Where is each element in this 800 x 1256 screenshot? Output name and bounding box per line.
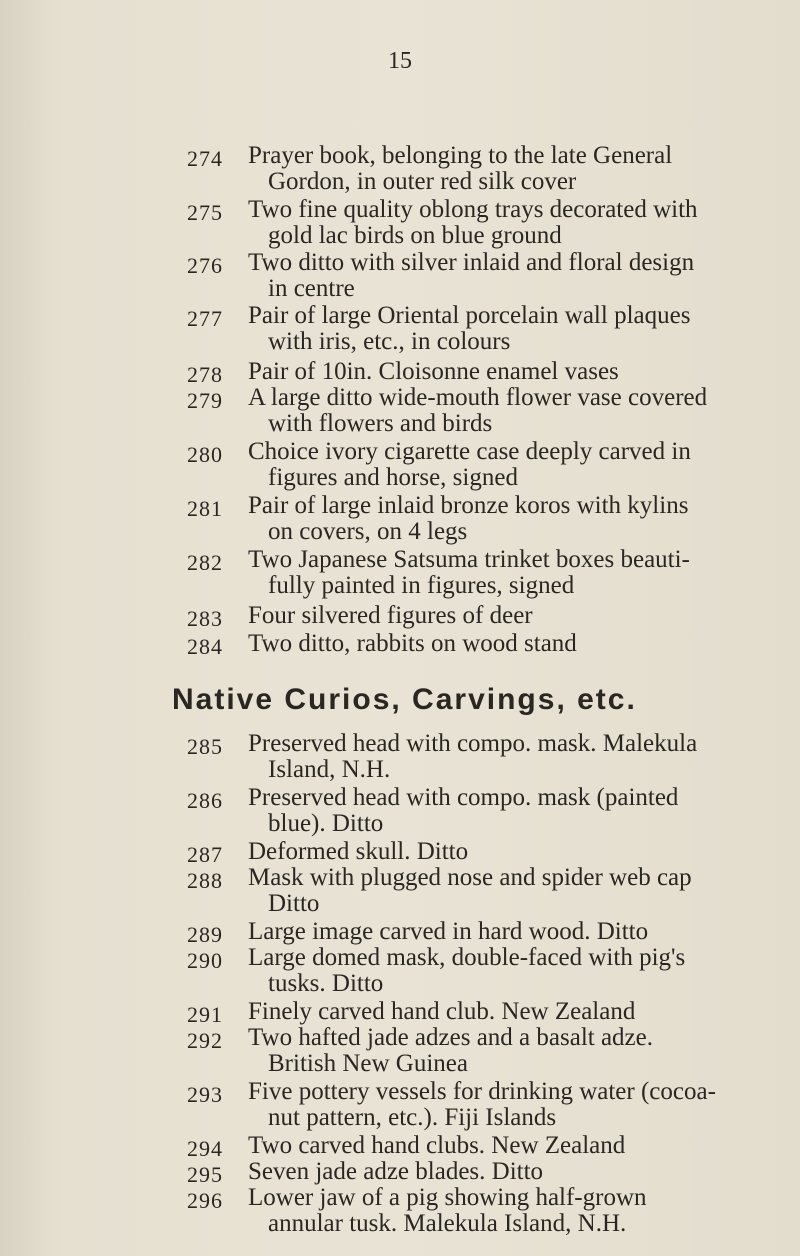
lot-number: 286 (187, 788, 223, 813)
lot-number: 285 (187, 734, 223, 759)
lot-description: Mask with plugged nose and spider web cap Ditto (248, 864, 692, 917)
lot-description: Pair of large inlaid bronze koros with kylins on covers, on 4 legs (248, 492, 689, 545)
lot-description: Two Japanese Satsuma trinket boxes beauti- fully painted in figures, signed (248, 546, 690, 599)
lot-number: 277 (187, 306, 223, 331)
lot-number: 284 (187, 634, 223, 659)
lot-number: 283 (187, 606, 223, 631)
lot-description: Two ditto with silver inlaid and floral design in centre (248, 249, 695, 302)
lot-description: Prayer book, belonging to the late General Gordon, in outer red silk cover (248, 142, 673, 195)
lot-description: Pair of large Oriental porcelain wall plaques with iris, etc., in colours (248, 302, 691, 355)
lot-description: Finely carved hand club. New Zealand (248, 998, 636, 1025)
lot-number: 287 (187, 842, 223, 867)
lot-description: Large image carved in hard wood. Ditto (248, 918, 649, 945)
lot-description: Seven jade adze blades. Ditto (248, 1158, 544, 1185)
lot-number: 282 (187, 550, 223, 575)
lot-description: Four silvered figures of deer (248, 602, 533, 629)
lot-number: 291 (187, 1002, 223, 1027)
lot-description: Deformed skull. Ditto (248, 838, 469, 865)
lot-number: 280 (187, 442, 223, 467)
lot-description: Two carved hand clubs. New Zealand (248, 1132, 626, 1159)
lot-number: 278 (187, 362, 223, 387)
lot-number: 288 (187, 868, 223, 893)
lot-description: Pair of 10in. Cloisonne enamel vases (248, 358, 619, 385)
lot-number: 276 (187, 253, 223, 278)
lot-number: 294 (187, 1136, 223, 1161)
page-number: 15 (388, 48, 412, 74)
lot-number: 281 (187, 496, 223, 521)
lot-description: A large ditto wide-mouth flower vase covered with flowers and birds (248, 384, 708, 437)
lot-description: Two hafted jade adzes and a basalt adze. British New Guinea (248, 1024, 653, 1077)
lot-number: 279 (187, 388, 223, 413)
lot-description: Five pottery vessels for drinking water (cocoa- nut pattern, etc.). Fiji Islands (248, 1078, 716, 1131)
lot-number: 295 (187, 1162, 223, 1187)
lot-description: Lower jaw of a pig showing half-grown annular tusk. Malekula Island, N.H. (248, 1184, 647, 1237)
lot-number: 293 (187, 1082, 223, 1107)
lot-number: 275 (187, 200, 223, 225)
lot-number: 289 (187, 922, 223, 947)
lot-number: 296 (187, 1188, 223, 1213)
lot-number: 274 (187, 146, 223, 171)
lot-description: Large domed mask, double-faced with pig's tusks. Ditto (248, 944, 686, 997)
lot-number: 290 (187, 948, 223, 973)
lot-description: Two fine quality oblong trays decorated with gold lac birds on blue ground (248, 196, 698, 249)
lot-description: Preserved head with compo. mask (painted blue). Ditto (248, 784, 679, 837)
lot-description: Choice ivory cigarette case deeply carved in figures and horse, signed (248, 438, 691, 491)
section-heading: Native Curios, Carvings, etc. (172, 683, 637, 716)
lot-description: Preserved head with compo. mask. Malekula Island, N.H. (248, 730, 698, 783)
lot-description: Two ditto, rabbits on wood stand (248, 630, 577, 657)
lot-number: 292 (187, 1028, 223, 1053)
